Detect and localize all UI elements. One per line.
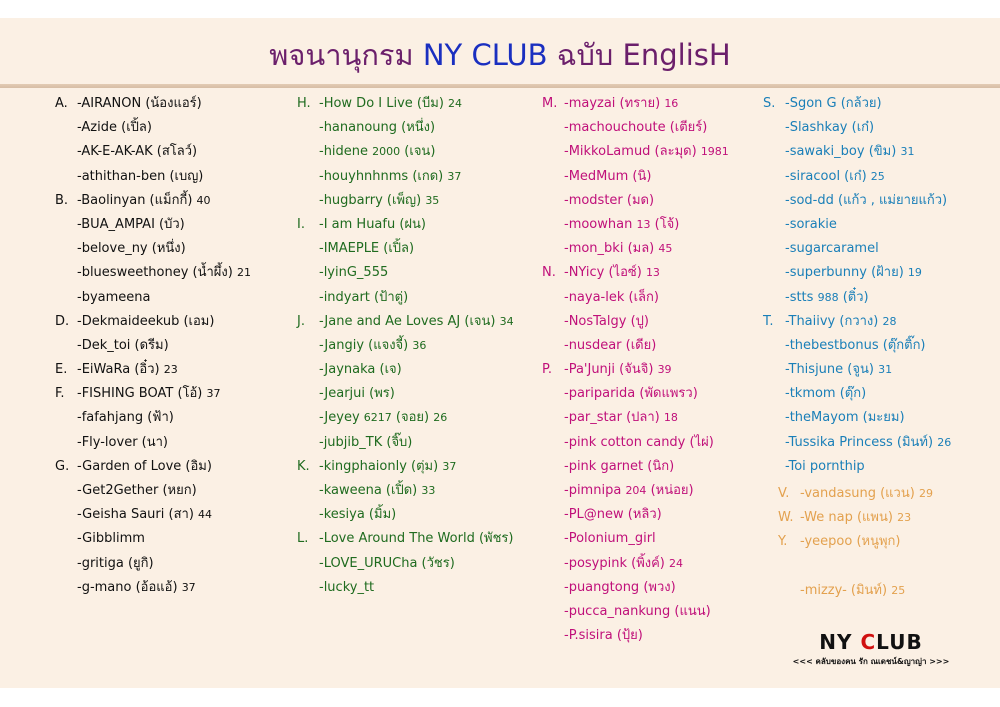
logo-name: NY CLUB <box>819 630 923 654</box>
member-entry <box>763 237 951 261</box>
member-entry <box>542 310 729 334</box>
section-letter: S. <box>763 96 776 111</box>
member-name: -NYicy (ไอซ์) <box>564 265 642 281</box>
member-name: -EiWaRa (อิ๋ว) <box>77 362 160 378</box>
section-letter: N. <box>542 265 556 281</box>
section-letter: F. <box>55 386 65 402</box>
section-letter: D. <box>55 313 70 329</box>
member-name: -AIRANON (น้องแอร์) <box>77 96 202 111</box>
member-entry <box>763 431 951 455</box>
member-entry <box>542 552 729 576</box>
ny-club-logo <box>766 630 976 668</box>
member-name: -Garden of Love (อิม) <box>77 458 212 474</box>
member-name: -How Do I Live (บีม) <box>319 96 444 111</box>
member-entry <box>763 116 951 140</box>
section-entry <box>55 189 251 213</box>
member-number: 23 <box>163 363 178 377</box>
member-entry <box>542 503 729 527</box>
member-entry <box>297 261 514 285</box>
member-entry <box>55 140 251 164</box>
member-name: -PL@new (หลิว) <box>564 507 662 523</box>
section-entry <box>55 92 251 116</box>
member-number: 24 <box>669 556 684 570</box>
member-name: -kaweena (เปิ้ด) <box>319 483 418 498</box>
member-name: -sawaki_boy (ขิม) <box>785 144 897 160</box>
member-name: -kesiya (มิ้ม) <box>319 507 397 523</box>
member-number: 28 <box>882 314 897 328</box>
member-entry <box>763 286 951 310</box>
section-entry <box>542 358 729 382</box>
member-number: 23 <box>897 511 912 525</box>
member-name: -bluesweethoney (น้ำผึ้ง) <box>77 265 233 281</box>
member-name: -hugbarry (เพ็ญ) <box>319 192 422 208</box>
member-name: -pink garnet (นิก) <box>564 458 675 474</box>
member-name: -siracool (เก๋) <box>785 168 867 184</box>
section-letter: M. <box>542 96 558 111</box>
member-name: -I am Huafu (ฝน) <box>319 216 426 232</box>
member-name: -theMayom (มะยม) <box>785 410 905 426</box>
member-name: -Polonium_girl <box>564 531 656 547</box>
member-entry <box>297 503 514 527</box>
member-entry <box>542 431 729 455</box>
member-entry <box>297 576 514 600</box>
section-entry <box>778 530 933 554</box>
member-name: -hidene <box>319 144 369 160</box>
member-number: 40 <box>196 193 211 207</box>
member-name: -vandasung (แวน) <box>800 486 915 501</box>
section-entry <box>542 92 729 116</box>
member-number: 16 <box>664 97 679 110</box>
section-letter: A. <box>55 96 68 111</box>
member-number: 35 <box>425 193 440 207</box>
section-entry <box>297 310 514 334</box>
section-entry <box>778 506 933 530</box>
member-entry <box>542 116 729 140</box>
page-title <box>0 32 1000 78</box>
member-name: -belove_ny (หนึ่ง) <box>77 241 186 257</box>
member-entry <box>763 455 951 479</box>
member-entry <box>542 576 729 600</box>
member-number: 25 <box>870 169 885 183</box>
member-entry <box>55 286 251 310</box>
member-nickname: (หน่อย) <box>646 483 694 498</box>
member-number: 26 <box>937 435 952 449</box>
member-name: -pink cotton candy (ไผ่) <box>564 434 714 450</box>
member-name: -modster (มด) <box>564 192 655 208</box>
member-entry <box>542 406 729 430</box>
member-entry <box>763 189 951 213</box>
member-entry <box>542 600 729 624</box>
member-name: -We nap (แพน) <box>800 510 893 526</box>
section-letter: W. <box>778 510 794 526</box>
member-number: 19 <box>907 266 922 280</box>
member-name: -pimnipa <box>564 483 622 498</box>
member-number: 37 <box>442 459 457 473</box>
member-nickname: (โจ้) <box>650 216 680 232</box>
member-name: -houyhnhnms (เกด) <box>319 168 444 184</box>
member-name: -g-mano (อ้อแอ้) <box>77 579 178 595</box>
member-number: 2000 <box>372 145 401 159</box>
member-name: -indyart (ป้าตู่) <box>319 289 409 305</box>
member-number: 6217 <box>363 411 392 425</box>
title-edition: ฉบับ EnglisH <box>547 38 731 72</box>
member-entry <box>778 579 933 603</box>
member-entry <box>55 527 251 551</box>
title-club-name: NY CLUB <box>422 38 548 72</box>
member-name: -Baolinyan (แม็กกี้) <box>77 192 193 208</box>
section-letter: G. <box>55 458 70 474</box>
member-name: -nusdear (เดีย) <box>564 337 657 353</box>
title-divider <box>0 84 1000 88</box>
member-entry <box>297 140 514 164</box>
member-name: -Slashkay (เก๋) <box>785 120 875 136</box>
section-letter: V. <box>778 486 790 501</box>
member-number: 13 <box>645 266 660 280</box>
member-name: -Fly-lover (นา) <box>77 434 168 450</box>
member-entry <box>55 552 251 576</box>
member-nickname: (ติ๋ว) <box>838 289 869 305</box>
member-name: -pariparida (พัดแพรว) <box>564 386 698 402</box>
member-entry <box>542 527 729 551</box>
member-name: -Dekmaideekub (เอม) <box>77 313 215 329</box>
member-entry <box>55 431 251 455</box>
member-entry <box>297 358 514 382</box>
member-entry <box>763 261 951 285</box>
member-name: -Get2Gether (หยก) <box>77 483 197 498</box>
member-name: -P.sisira (ปุ้ย) <box>564 628 643 644</box>
member-name: -athithan-ben (เบญ) <box>77 168 204 184</box>
member-entry <box>763 382 951 406</box>
member-entry <box>763 334 951 358</box>
member-number: 37 <box>447 169 462 183</box>
member-number: 13 <box>636 217 651 231</box>
member-number: 988 <box>817 290 839 304</box>
member-name: -sorakie <box>785 216 837 232</box>
member-number: 44 <box>198 508 213 522</box>
section-entry <box>763 92 951 116</box>
member-name: -IMAEPLE (เปิ้ล) <box>319 241 415 257</box>
column-m-p <box>542 92 729 648</box>
section-letter: H. <box>297 96 311 111</box>
member-entry <box>542 140 729 164</box>
section-letter: J. <box>297 313 305 329</box>
member-number: 37 <box>206 387 221 401</box>
member-name: -Toi pornthip <box>785 458 865 474</box>
section-letter: Y. <box>778 534 788 550</box>
member-name: -kingphaionly (ตุ่ม) <box>319 458 439 474</box>
section-entry <box>297 527 514 551</box>
member-name: -par_star (ปลา) <box>564 410 660 426</box>
member-name: -jubjib_TK (จิ๊บ) <box>319 434 413 450</box>
section-entry <box>542 261 729 285</box>
member-name: -pucca_nankung (แนน) <box>564 603 711 619</box>
member-number: 29 <box>918 487 933 500</box>
member-entry <box>297 286 514 310</box>
member-name: -Geisha Sauri (สา) <box>77 507 194 523</box>
member-name: -Love Around The World (พัชร) <box>319 531 514 547</box>
member-name: -posypink (พิ้งค์) <box>564 555 665 571</box>
section-entry <box>763 310 951 334</box>
column-s-t <box>763 92 951 479</box>
member-name: -FISHING BOAT (โอ้) <box>77 386 203 402</box>
member-entry <box>297 189 514 213</box>
member-name: -puangtong (พวง) <box>564 579 676 595</box>
member-number: 24 <box>448 97 463 110</box>
member-name: -fafahjang (ฟ้า) <box>77 410 174 426</box>
member-name: -gritiga (ยูกิ) <box>77 555 154 571</box>
section-entry <box>55 310 251 334</box>
member-name: -Jearjui (พร) <box>319 386 395 402</box>
member-entry <box>55 479 251 503</box>
member-entry <box>542 165 729 189</box>
member-number: 37 <box>181 580 196 594</box>
section-entry <box>297 213 514 237</box>
member-entry <box>542 382 729 406</box>
section-letter: T. <box>763 313 774 329</box>
member-number: 45 <box>658 242 673 256</box>
member-entry <box>297 431 514 455</box>
section-entry <box>297 455 514 479</box>
title-thai-word: พจนานุกรม <box>269 38 423 72</box>
member-name: -tkmom (ตุ๊ก) <box>785 386 867 402</box>
member-name: -sugarcaramel <box>785 241 879 257</box>
member-name: -naya-lek (เล็ก) <box>564 289 659 305</box>
member-name: -Jangiy (แจงจี้) <box>319 337 409 353</box>
member-entry <box>297 406 514 430</box>
member-entry <box>297 116 514 140</box>
member-name: -MedMum (นิ) <box>564 168 652 184</box>
section-entry <box>297 92 514 116</box>
member-name: -Jaynaka (เจ) <box>319 362 402 378</box>
member-entry <box>297 552 514 576</box>
member-number: 1981 <box>700 145 729 159</box>
member-entry <box>55 406 251 430</box>
member-entry <box>763 140 951 164</box>
section-letter: I. <box>297 216 305 232</box>
member-name: -machouchoute (เตียร์) <box>564 120 708 136</box>
member-name: -NosTalgy (ปู) <box>564 313 649 329</box>
member-number: 31 <box>900 145 915 159</box>
member-entry <box>55 503 251 527</box>
member-entry <box>55 213 251 237</box>
member-name: -AK-E-AK-AK (สโลว์) <box>77 144 198 160</box>
member-entry <box>55 165 251 189</box>
member-name: -hananoung (หนึ่ง) <box>319 120 436 136</box>
member-entry <box>763 213 951 237</box>
member-number: 34 <box>499 314 514 328</box>
member-entry <box>763 165 951 189</box>
section-letter: B. <box>55 192 69 208</box>
member-number: 31 <box>878 363 893 377</box>
member-number: 26 <box>433 411 448 425</box>
member-number: 18 <box>663 411 678 425</box>
member-name: -Tussika Princess (มินท์) <box>785 434 934 450</box>
member-name: -byameena <box>77 289 151 305</box>
member-entry <box>542 286 729 310</box>
section-letter: E. <box>55 362 68 378</box>
member-entry <box>542 213 729 237</box>
member-name: -Thisjune (จูน) <box>785 362 874 378</box>
section-letter: L. <box>297 531 309 547</box>
member-entry <box>55 576 251 600</box>
section-entry <box>55 358 251 382</box>
section-letter: P. <box>542 362 552 378</box>
member-entry <box>542 189 729 213</box>
member-entry <box>542 479 729 503</box>
member-name: -mayzai (ทราย) <box>564 96 661 111</box>
member-entry <box>297 479 514 503</box>
column-h-l <box>297 92 514 600</box>
member-entry <box>542 334 729 358</box>
column-v-y <box>778 482 933 603</box>
logo-tagline: <<< คลับของคน รัก ณเดชน์&ญาญ่า >>> <box>792 657 950 666</box>
member-number: 33 <box>421 484 436 497</box>
member-name: -yeepoo (หนูพุก) <box>800 534 901 550</box>
column-a-g <box>55 92 251 600</box>
member-entry <box>297 382 514 406</box>
member-name: -Pa'Junji (จันจิ) <box>564 362 654 378</box>
member-entry <box>542 455 729 479</box>
member-number: 21 <box>236 266 251 280</box>
member-entry <box>297 165 514 189</box>
member-nickname: (จอย) <box>391 410 434 426</box>
member-name: -lyinG_555 <box>319 265 389 281</box>
member-number: 204 <box>625 484 647 497</box>
member-entry <box>297 237 514 261</box>
member-name: -Azide (เปิ้ล) <box>77 120 152 136</box>
member-name: -Gibblimm <box>77 531 145 547</box>
member-name: -LOVE_URUCha (วัชร) <box>319 555 455 571</box>
member-name: -Jane and Ae Loves AJ (เจน) <box>319 313 496 329</box>
member-entry <box>542 624 729 648</box>
member-name: -Dek_toi (ดรีม) <box>77 337 169 353</box>
member-name: -lucky_tt <box>319 579 375 595</box>
member-number: 25 <box>891 583 906 597</box>
member-entry <box>55 116 251 140</box>
member-name: -MikkoLamud (ละมุด) <box>564 144 697 160</box>
member-name: -Jeyey <box>319 410 360 426</box>
member-entry <box>297 334 514 358</box>
member-name: -Sgon G (กล้วย) <box>785 96 882 111</box>
member-entry <box>55 334 251 358</box>
section-entry <box>55 382 251 406</box>
section-entry <box>55 455 251 479</box>
member-number: 39 <box>657 363 672 377</box>
member-entry <box>542 237 729 261</box>
section-letter: K. <box>297 458 310 474</box>
member-entry <box>763 406 951 430</box>
member-entry <box>55 237 251 261</box>
section-entry <box>778 482 933 506</box>
member-name: -mon_bki (มล) <box>564 241 655 257</box>
member-entry <box>55 261 251 285</box>
member-name: -mizzy- (มินท์) <box>800 582 888 598</box>
member-name: -stts <box>785 289 814 305</box>
member-nickname: (เจน) <box>400 144 436 160</box>
member-name: -BUA_AMPAI (บัว) <box>77 216 185 232</box>
member-name: -superbunny (ฝ้าย) <box>785 265 904 281</box>
dictionary-page <box>0 18 1000 688</box>
member-name: -thebestbonus (ตุ๊กติ๊ก) <box>785 337 926 353</box>
member-name: -sod-dd (แก้ว , แม่ยายแก้ว) <box>785 192 948 208</box>
member-number: 36 <box>412 338 427 352</box>
member-name: -Thaiivy (กวาง) <box>785 313 879 329</box>
member-name: -moowhan <box>564 216 633 232</box>
member-entry <box>763 358 951 382</box>
